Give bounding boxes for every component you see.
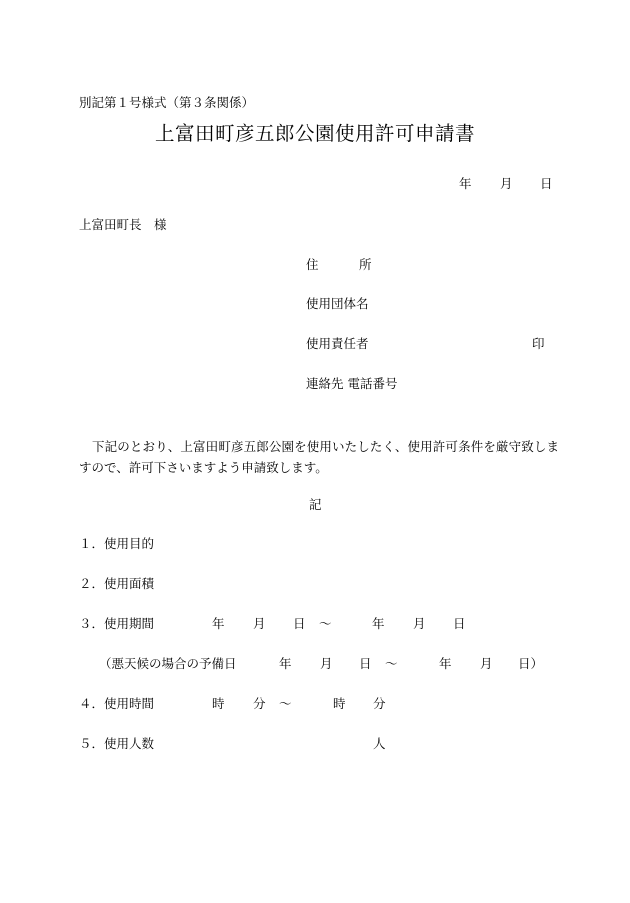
- rain-tilde: ～: [385, 656, 398, 671]
- seal-mark: 印: [532, 336, 545, 351]
- item-people: ５．使用人数: [79, 736, 155, 751]
- form-number: 別記第１号様式（第３条関係）: [79, 95, 255, 110]
- date-year-label: 年: [459, 176, 472, 191]
- period-end-month: 月: [413, 616, 426, 631]
- addressee: 上富田町長 様: [79, 217, 167, 232]
- item-period: ３．使用期間: [79, 616, 155, 631]
- page-title: 上富田町彦五郎公園使用許可申請書: [154, 122, 475, 145]
- time-end-hour: 時: [333, 696, 346, 711]
- address-label-1: 住: [306, 257, 319, 272]
- item-area: ２．使用面積: [79, 576, 155, 591]
- people-unit: 人: [373, 736, 386, 751]
- group-name-label: 使用団体名: [306, 296, 369, 311]
- rain-end-month: 月: [480, 656, 493, 671]
- period-end-day: 日: [453, 616, 466, 631]
- time-start-hour: 時: [212, 696, 225, 711]
- body-text: 下記のとおり、上富田町彦五郎公園を使用いたしたく、使用許可条件を厳守致しますので、許可下さいますよう申請致します。: [79, 439, 559, 475]
- address-label-2: 所: [359, 257, 372, 272]
- period-end-year: 年: [372, 616, 385, 631]
- time-tilde: ～: [279, 696, 292, 711]
- rain-day-label: （悪天候の場合の予備日: [99, 656, 237, 671]
- rain-start-year: 年: [279, 656, 292, 671]
- rain-end-day: 日）: [518, 656, 544, 671]
- period-tilde: ～: [319, 616, 332, 631]
- contact-phone-label: 連絡先 電話番号: [306, 376, 398, 391]
- rain-start-day: 日: [359, 656, 372, 671]
- time-end-minute: 分: [373, 696, 386, 711]
- date-month-label: 月: [500, 176, 513, 191]
- rain-end-year: 年: [439, 656, 452, 671]
- period-start-year: 年: [212, 616, 225, 631]
- period-start-day: 日: [293, 616, 306, 631]
- item-time: ４．使用時間: [79, 696, 155, 711]
- ki-heading: 記: [309, 497, 322, 512]
- rain-start-month: 月: [320, 656, 333, 671]
- time-start-minute: 分: [253, 696, 266, 711]
- responsible-person-label: 使用責任者: [306, 336, 369, 351]
- item-purpose: １．使用目的: [79, 536, 155, 551]
- date-day-label: 日: [540, 176, 553, 191]
- period-start-month: 月: [253, 616, 266, 631]
